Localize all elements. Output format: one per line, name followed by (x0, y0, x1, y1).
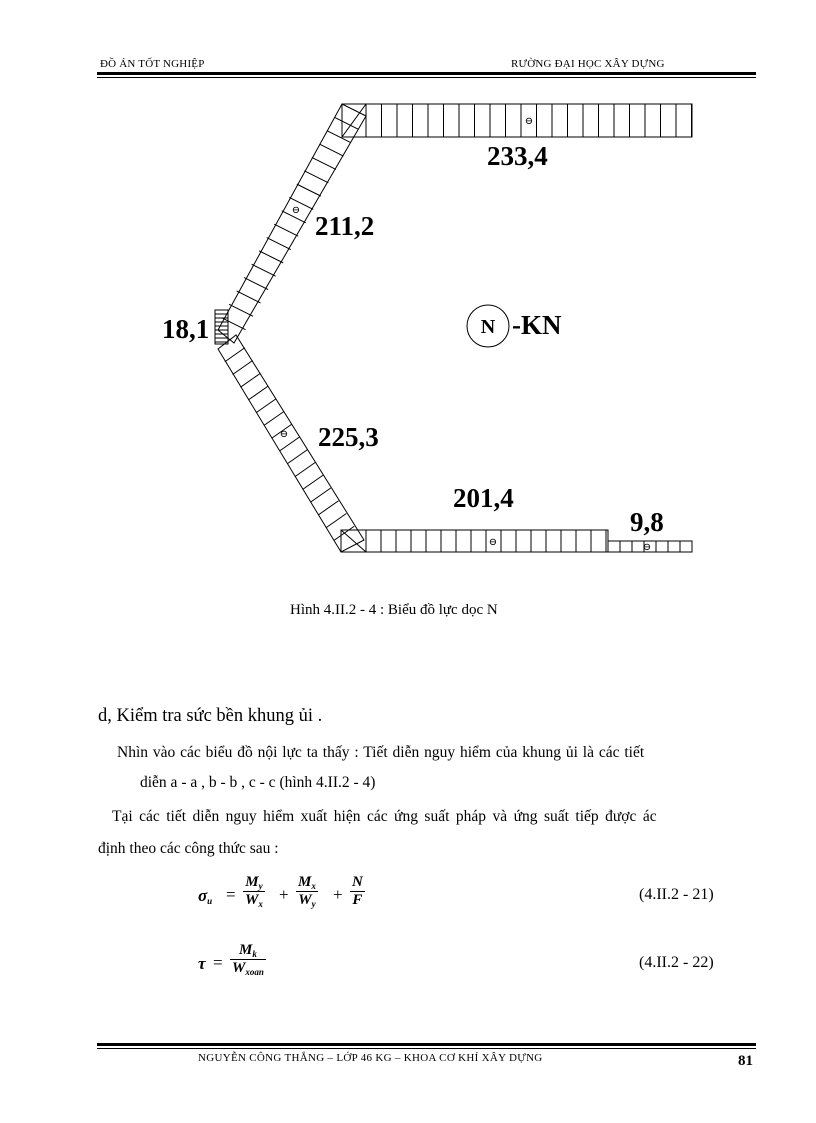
paragraph-1-line-2: diễn a - a , b - b , c - c (hình 4.II.2 - 4) (140, 774, 376, 791)
paragraph-2-line-1: Tại các tiết diễn nguy hiểm xuất hiện các ứng suất pháp và ứng suất tiếp được ác (112, 808, 657, 825)
hatch-line (295, 463, 315, 477)
footer-rule (97, 1043, 756, 1046)
hatch-line (256, 399, 276, 413)
eq2-equals: = (213, 953, 223, 972)
hatch-line (244, 278, 268, 290)
eq2-number: (4.II.2 - 22) (639, 954, 714, 971)
eq1-plus-2: + (333, 885, 343, 904)
sign-marker-top: ⊖ (524, 116, 534, 127)
sign-marker-bottom: ⊖ (488, 537, 498, 548)
hatch-line (229, 304, 253, 316)
figure-caption: Hình 4.II.2 - 4 : Biểu đồ lực dọc N (290, 602, 498, 618)
eq1-term-2: $\frac{M_x}{W_y}$ (298, 874, 316, 909)
header-right: RƯỜNG ĐẠI HỌC XÂY DỰNG (511, 58, 665, 70)
legend-symbol: N (480, 316, 496, 338)
eq1-equals: = (226, 885, 236, 904)
value-top: 233,4 (487, 141, 548, 171)
hatch-line (274, 224, 298, 236)
top-band (342, 104, 692, 137)
hatch-line (297, 184, 321, 196)
hatch-line (264, 412, 284, 426)
eq1-plus-1: + (279, 885, 289, 904)
value-bottom-tip: 9,8 (630, 507, 664, 537)
hatch-line (312, 157, 336, 169)
hatch-line (267, 238, 291, 250)
hatch-line (237, 291, 261, 303)
eq1-number: (4.II.2 - 21) (639, 886, 714, 903)
section-heading: d, Kiểm tra sức bền khung ủi . (98, 706, 323, 726)
legend-unit: -KN (512, 310, 562, 340)
hatch-line (259, 251, 283, 263)
sign-marker-lower: ⊖ (279, 429, 289, 440)
hatch-line (304, 171, 328, 183)
eq2-lhs: τ (198, 954, 206, 973)
sign-marker-tip: ⊖ (642, 542, 652, 553)
page-number: 81 (738, 1053, 753, 1069)
hatch-line (222, 318, 246, 330)
footer-text: NGUYỄN CÔNG THẮNG – LỚP 46 KG – KHOA CƠ KHÍ XÂY DỰNG (198, 1052, 543, 1064)
node-hatch (215, 314, 228, 342)
paragraph-1-line-1: Nhìn vào các biểu đồ nội lực ta thấy : Tiết diễn nguy hiểm của khung ủi là các tiết (117, 744, 645, 761)
hatch-line (319, 501, 339, 515)
value-lower-diag: 225,3 (318, 422, 379, 452)
sign-marker-upper: ⊖ (291, 205, 301, 216)
hatch-line (225, 348, 245, 362)
eq1-lhs: $\sigma_u$ (198, 886, 213, 906)
eq1-term-1: $\frac{M_y}{W_x}$ (245, 874, 263, 909)
hatch-line (319, 144, 343, 156)
eq2-fraction: $M_k$ $W_{xoan}$ (232, 942, 264, 977)
footer-rule-thin (97, 1048, 756, 1049)
hatch-line (287, 450, 307, 464)
hatch-line (303, 475, 323, 489)
value-bottom: 201,4 (453, 483, 514, 513)
hatch-line (252, 264, 276, 276)
paragraph-2-line-2: định theo các công thức sau : (98, 840, 279, 857)
hatch-line (311, 488, 331, 502)
eq1-term-3: $\frac{N}{F}$ (352, 874, 363, 908)
value-node: 18,1 (162, 314, 210, 344)
hatch-line (326, 514, 346, 528)
hatch-line (233, 361, 253, 375)
hatch-line (248, 386, 268, 400)
value-upper-diag: 211,2 (315, 211, 375, 241)
header-left: ĐỒ ÁN TỐT NGHIỆP (100, 58, 205, 70)
hatch-line (240, 373, 260, 387)
bottom-band-hatch (366, 530, 606, 552)
